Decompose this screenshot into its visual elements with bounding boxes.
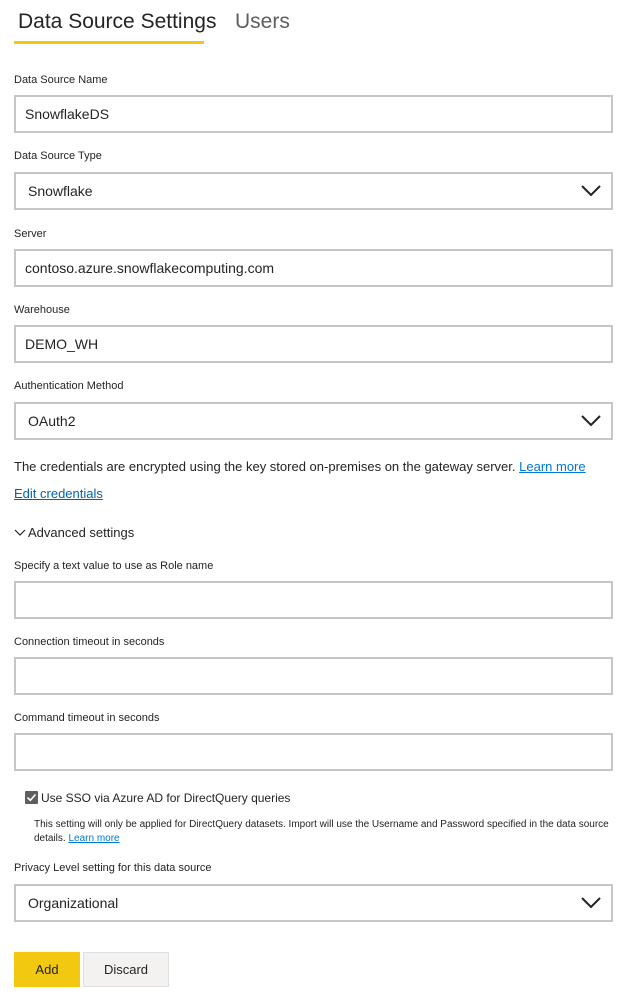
credentials-info-text: The credentials are encrypted using the key stored on-premises on the gateway server. [14, 459, 516, 474]
credentials-learn-more-link[interactable]: Learn more [519, 459, 586, 474]
data-source-type-value: Snowflake [28, 183, 93, 199]
warehouse-value: DEMO_WH [25, 336, 99, 352]
chevron-down-icon [581, 897, 601, 909]
connection-timeout-label: Connection timeout in seconds [14, 636, 165, 648]
tab-data-source-settings[interactable]: Data Source Settings [18, 10, 217, 33]
sso-learn-more-link[interactable]: Learn more [68, 833, 120, 844]
chevron-down-icon [581, 415, 601, 427]
active-tab-indicator [14, 41, 204, 44]
sso-checkbox[interactable] [25, 791, 38, 804]
privacy-level-label: Privacy Level setting for this data source [14, 862, 212, 874]
chevron-down-icon [581, 185, 601, 197]
advanced-settings-label: Advanced settings [28, 525, 135, 540]
authentication-method-value: OAuth2 [28, 413, 76, 429]
privacy-level-select[interactable] [14, 884, 613, 922]
edit-credentials-link[interactable]: Edit credentials [14, 486, 103, 501]
data-source-name-input[interactable] [14, 95, 613, 133]
chevron-down-icon [14, 529, 26, 537]
credentials-info [14, 459, 586, 474]
tab-users[interactable]: Users [235, 10, 290, 33]
warehouse-label: Warehouse [14, 304, 70, 316]
server-value: contoso.azure.snowflakecomputing.com [25, 260, 275, 276]
add-button[interactable]: Add [14, 952, 80, 987]
data-source-name-value: SnowflakeDS [25, 106, 110, 122]
connection-timeout-input[interactable] [14, 657, 613, 695]
authentication-method-select[interactable] [14, 402, 613, 440]
sso-note-text: This setting will only be applied for DirectQuery datasets. Import will use the Username and Password specified in the data source details. [34, 819, 609, 844]
server-label: Server [14, 228, 47, 240]
role-name-label: Specify a text value to use as Role name [14, 560, 214, 572]
warehouse-input[interactable] [14, 325, 613, 363]
command-timeout-label: Command timeout in seconds [14, 712, 160, 724]
privacy-level-value: Organizational [28, 895, 119, 911]
advanced-settings-toggle[interactable] [14, 525, 134, 540]
server-input[interactable] [14, 249, 613, 287]
role-name-input[interactable] [14, 581, 613, 619]
checkmark-icon [26, 792, 37, 803]
authentication-method-label: Authentication Method [14, 380, 124, 392]
discard-button[interactable]: Discard [83, 952, 169, 987]
data-source-type-select[interactable] [14, 172, 613, 210]
command-timeout-input[interactable] [14, 733, 613, 771]
sso-note [34, 818, 628, 846]
data-source-name-label: Data Source Name [14, 74, 108, 86]
data-source-type-label: Data Source Type [14, 150, 102, 162]
sso-checkbox-label[interactable]: Use SSO via Azure AD for DirectQuery queries [41, 791, 291, 805]
